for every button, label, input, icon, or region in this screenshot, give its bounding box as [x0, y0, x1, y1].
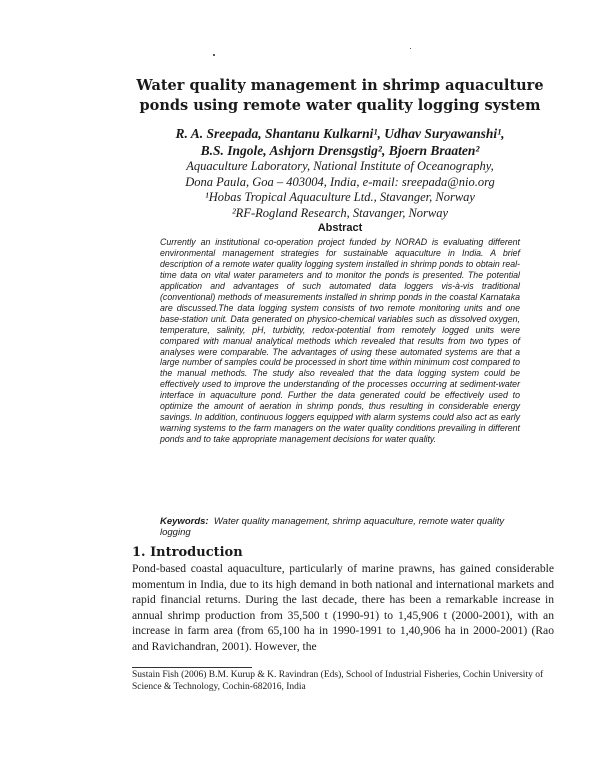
speck-mark [213, 54, 215, 56]
section-heading-introduction: 1. Introduction [132, 545, 243, 560]
footnote-rule [132, 667, 252, 668]
abstract-heading: Abstract [317, 222, 363, 234]
paper-title: Water quality management in shrimp aquaculture ponds using remote water quality logging system [136, 77, 544, 114]
author-list [130, 125, 550, 159]
keywords [160, 516, 520, 538]
affiliations [130, 159, 550, 221]
author-line: R. A. Sreepada, Shantanu Kulkarni¹, Udhav Suryawanshi¹, [175, 126, 505, 141]
speck-mark [410, 48, 411, 49]
keywords-label: Keywords: [160, 516, 209, 527]
affiliation-line: ¹Hobas Tropical Aquaculture Ltd., Stavanger, Norway [205, 190, 475, 204]
affiliation-line: Aquaculture Laboratory, National Institute of Oceanography, [186, 159, 494, 173]
introduction-text: Pond-based coastal aquaculture, particularly of marine prawns, has gained considerable momentum in India, due to its high demand in both national and international markets and rapid financial returns. During the last decade, there has been a remarkable increase in annual shrimp production from 35,500 t (1990-91) to 1,45,906 t (2000-2001), with an increase in farm area (from 65,100 ha in 1990-1991 to 1,40,906 ha in 2000-2001) (Rao and Ravichandran, 2001). However, the [132, 562, 554, 653]
affiliation-line: ²RF-Rogland Research, Stavanger, Norway [231, 205, 449, 220]
keywords-text: Water quality management, shrimp aquaculture, remote water quality logging [160, 516, 505, 538]
abstract-text: Currently an institutional co-operation project funded by NORAD is evaluating different environmental management strategies for sustainable aquaculture in India. A brief description of a remote water quality logging system installed in shrimp ponds to obtain real-time data on vital water parameters and to monitor the ponds is presented. The potential application and advantages of such automated data loggers vis-à-vis traditional (conventional) methods of measurements installed in shrimp ponds in the coastal Karnataka are discussed.The data logging system consists of two remote monitoring units and one base-station unit. Data generated on physico-chemical variables such as dissolved oxygen, temperature, salinity, pH, turbidity, redox-potential from remotely logged units were compared with manual analytical methods which revealed that results from two types of analyses were comparable. The advantages of using these automated systems are that a large number of samples could be processed in short time within minimum cost compared to the manual methods. The study also revealed that the data logging system could be effectively used to improve the understanding of the processes occurring at sediment-water interface in aquaculture pond. Further the data generated could be effectively used to optimize the amount of aeration in shrimp ponds, thus resulting in considerable energy savings. In addition, continuous loggers equipped with alarm systems could also act as early warning systems to the farm managers on the water quality conditions prevailing in different ponds and to take appropriate management decisions for water quality. [160, 237, 520, 445]
author-line: B.S. Ingole, Ashjorn Drensgstig², Bjoern Braaten² [200, 143, 480, 158]
affiliation-line: Dona Paula, Goa – 403004, India, e-mail: sreepada@nio.org [185, 174, 495, 189]
footnote: Sustain Fish (2006) B.M. Kurup & K. Ravindran (Eds), School of Industrial Fisheries, Cochin University of Science & Technology, Cochin-682016, India [132, 670, 544, 692]
